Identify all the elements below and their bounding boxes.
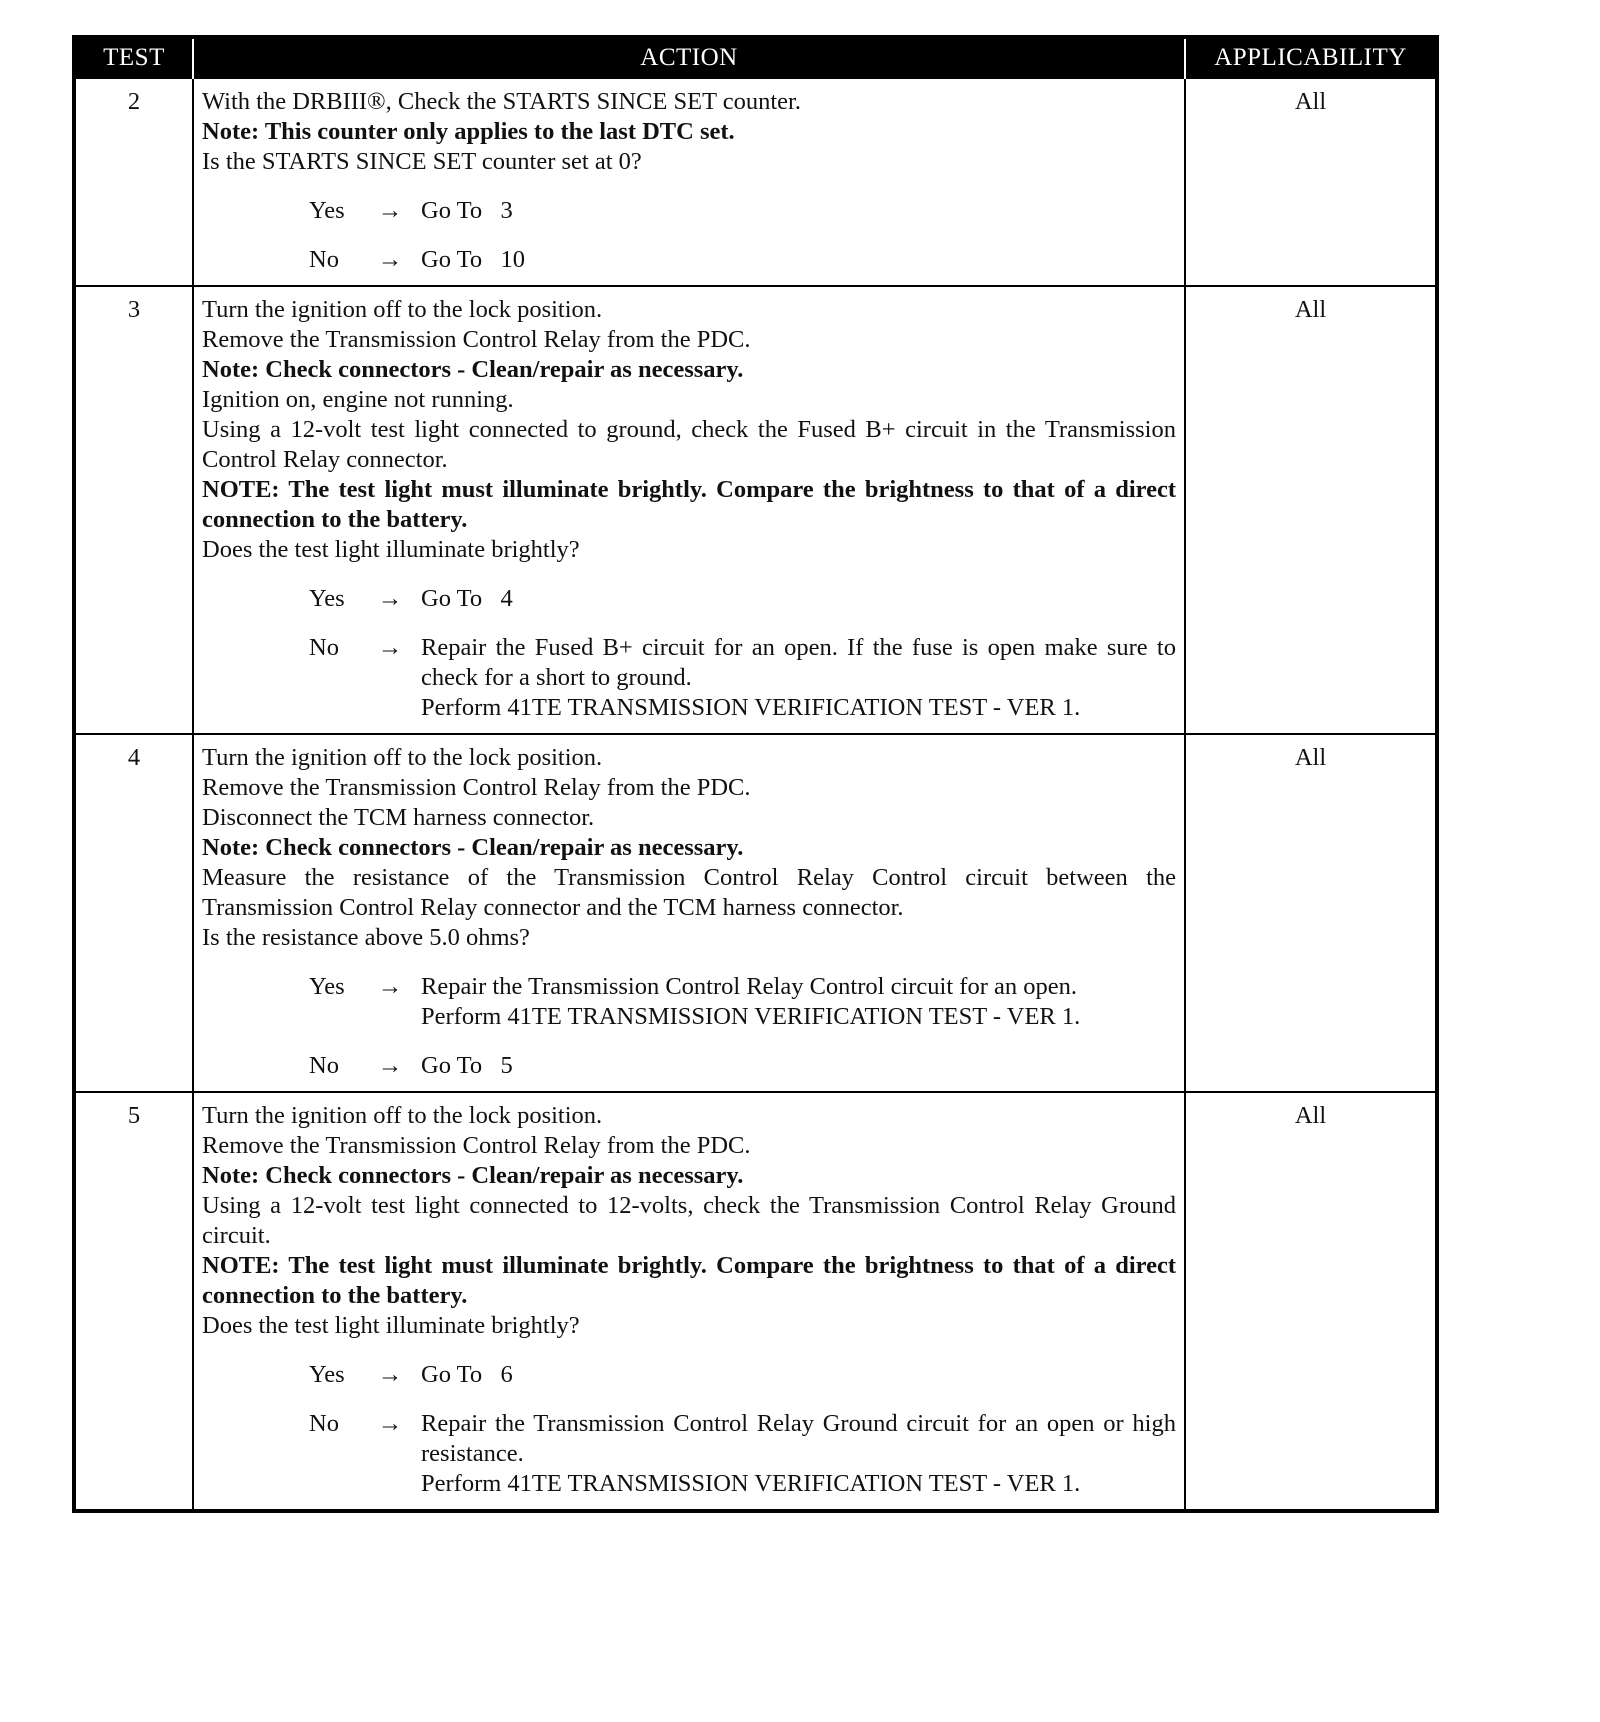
answer-text bbox=[421, 972, 1176, 1032]
action-step: Using a 12-volt test light connected to 12-volts, check the Transmission Control Relay Ground circuit. bbox=[202, 1192, 1176, 1249]
action-step: Measure the resistance of the Transmission Control Relay Control circuit between the Transmission Control Relay connector and the TCM harness connector. bbox=[202, 864, 1176, 921]
answer-row bbox=[309, 1409, 1183, 1499]
action-step: Turn the ignition off to the lock position. bbox=[202, 1102, 603, 1129]
answer-text bbox=[421, 633, 1183, 723]
answer-label: No bbox=[309, 634, 339, 661]
action-cell bbox=[193, 1092, 1185, 1511]
action-step: Remove the Transmission Control Relay from the PDC. bbox=[202, 774, 751, 801]
action-step: Does the test light illuminate brightly? bbox=[202, 1312, 580, 1339]
action-step: Is the resistance above 5.0 ohms? bbox=[202, 924, 530, 951]
action-note: Note: Check connectors - Clean/repair as necessary. bbox=[202, 1162, 744, 1189]
answer-row bbox=[309, 633, 1183, 723]
answer-row bbox=[309, 972, 1176, 1032]
applicability-value: All bbox=[1185, 734, 1437, 1092]
arrow-right-icon: → bbox=[377, 585, 403, 612]
action-note: Note: This counter only applies to the last DTC set. bbox=[202, 118, 735, 145]
table-row bbox=[74, 286, 1437, 734]
answer-text bbox=[421, 1051, 1176, 1081]
applicability-value: All bbox=[1185, 78, 1437, 286]
answer-line: Perform 41TE TRANSMISSION VERIFICATION TEST - VER 1. bbox=[421, 1470, 1081, 1497]
arrow-right-icon: → bbox=[377, 197, 403, 224]
arrow-right-icon: → bbox=[377, 973, 403, 1000]
action-step: Turn the ignition off to the lock position. bbox=[202, 744, 603, 771]
test-number: 5 bbox=[74, 1092, 193, 1511]
answer-label: No bbox=[309, 1052, 339, 1079]
table-header bbox=[74, 37, 1437, 78]
answer-line: Repair the Transmission Control Relay Control circuit for an open. bbox=[421, 973, 1077, 1000]
arrow-right-icon: → bbox=[377, 634, 403, 661]
answer-label: Yes bbox=[309, 973, 345, 1000]
diagnostic-table-container bbox=[72, 35, 1435, 1513]
diagnostic-test-table bbox=[72, 35, 1439, 1513]
test-number: 3 bbox=[74, 286, 193, 734]
answer-line: Repair the Transmission Control Relay Ground circuit for an open or high resistance. bbox=[421, 1410, 1183, 1467]
action-note: Note: Check connectors - Clean/repair as necessary. bbox=[202, 356, 744, 383]
header-action: ACTION bbox=[193, 37, 1185, 78]
answer-label: Yes bbox=[309, 585, 345, 612]
table-row bbox=[74, 734, 1437, 1092]
action-note: NOTE: The test light must illuminate brightly. Compare the brightness to that of a direct connection to the battery. bbox=[202, 1252, 1176, 1309]
action-step: Does the test light illuminate brightly? bbox=[202, 536, 580, 563]
action-step: Using a 12-volt test light connected to ground, check the Fused B+ circuit in the Transmission Control Relay connector. bbox=[202, 416, 1176, 473]
arrow-right-icon: → bbox=[377, 1410, 403, 1437]
arrow-right-icon: → bbox=[377, 246, 403, 273]
action-cell bbox=[193, 286, 1185, 734]
answer-text bbox=[421, 196, 1176, 226]
header-applicability: APPLICABILITY bbox=[1185, 37, 1437, 78]
action-step: Disconnect the TCM harness connector. bbox=[202, 804, 595, 831]
answer-line: Go To 5 bbox=[421, 1052, 513, 1079]
arrow-right-icon: → bbox=[377, 1361, 403, 1388]
answer-row bbox=[309, 584, 1176, 614]
answer-label: Yes bbox=[309, 197, 345, 224]
table-row bbox=[74, 78, 1437, 286]
applicability-value: All bbox=[1185, 1092, 1437, 1511]
answer-line: Go To 3 bbox=[421, 197, 513, 224]
header-test: TEST bbox=[74, 37, 193, 78]
answer-line: Go To 10 bbox=[421, 246, 526, 273]
action-cell bbox=[193, 734, 1185, 1092]
table-body bbox=[74, 78, 1437, 1511]
action-cell bbox=[193, 78, 1185, 286]
action-step: Is the STARTS SINCE SET counter set at 0? bbox=[202, 148, 642, 175]
answer-line: Perform 41TE TRANSMISSION VERIFICATION TEST - VER 1. bbox=[421, 1003, 1081, 1030]
answer-row bbox=[309, 1360, 1176, 1390]
answer-row bbox=[309, 245, 1176, 275]
answer-text bbox=[421, 584, 1176, 614]
applicability-value: All bbox=[1185, 286, 1437, 734]
answer-label: Yes bbox=[309, 1361, 345, 1388]
answer-line: Perform 41TE TRANSMISSION VERIFICATION TEST - VER 1. bbox=[421, 694, 1081, 721]
action-step: Turn the ignition off to the lock position. bbox=[202, 296, 603, 323]
answer-line: Go To 4 bbox=[421, 585, 513, 612]
answer-row bbox=[309, 196, 1176, 226]
test-number: 2 bbox=[74, 78, 193, 286]
answer-text bbox=[421, 1360, 1176, 1390]
answer-row bbox=[309, 1051, 1176, 1081]
arrow-right-icon: → bbox=[377, 1052, 403, 1079]
header-row bbox=[74, 37, 1437, 78]
table-row bbox=[74, 1092, 1437, 1511]
answer-label: No bbox=[309, 1410, 339, 1437]
answer-label: No bbox=[309, 246, 339, 273]
action-note: Note: Check connectors - Clean/repair as necessary. bbox=[202, 834, 744, 861]
answer-text bbox=[421, 245, 1176, 275]
action-step: Ignition on, engine not running. bbox=[202, 386, 514, 413]
action-step: Remove the Transmission Control Relay from the PDC. bbox=[202, 1132, 751, 1159]
action-step: Remove the Transmission Control Relay from the PDC. bbox=[202, 326, 751, 353]
answer-text bbox=[421, 1409, 1183, 1499]
test-number: 4 bbox=[74, 734, 193, 1092]
action-note: NOTE: The test light must illuminate brightly. Compare the brightness to that of a direct connection to the battery. bbox=[202, 476, 1176, 533]
action-step: With the DRBIII®, Check the STARTS SINCE SET counter. bbox=[202, 88, 801, 115]
answer-line: Go To 6 bbox=[421, 1361, 513, 1388]
answer-line: Repair the Fused B+ circuit for an open. If the fuse is open make sure to check for a short to ground. bbox=[421, 634, 1183, 691]
